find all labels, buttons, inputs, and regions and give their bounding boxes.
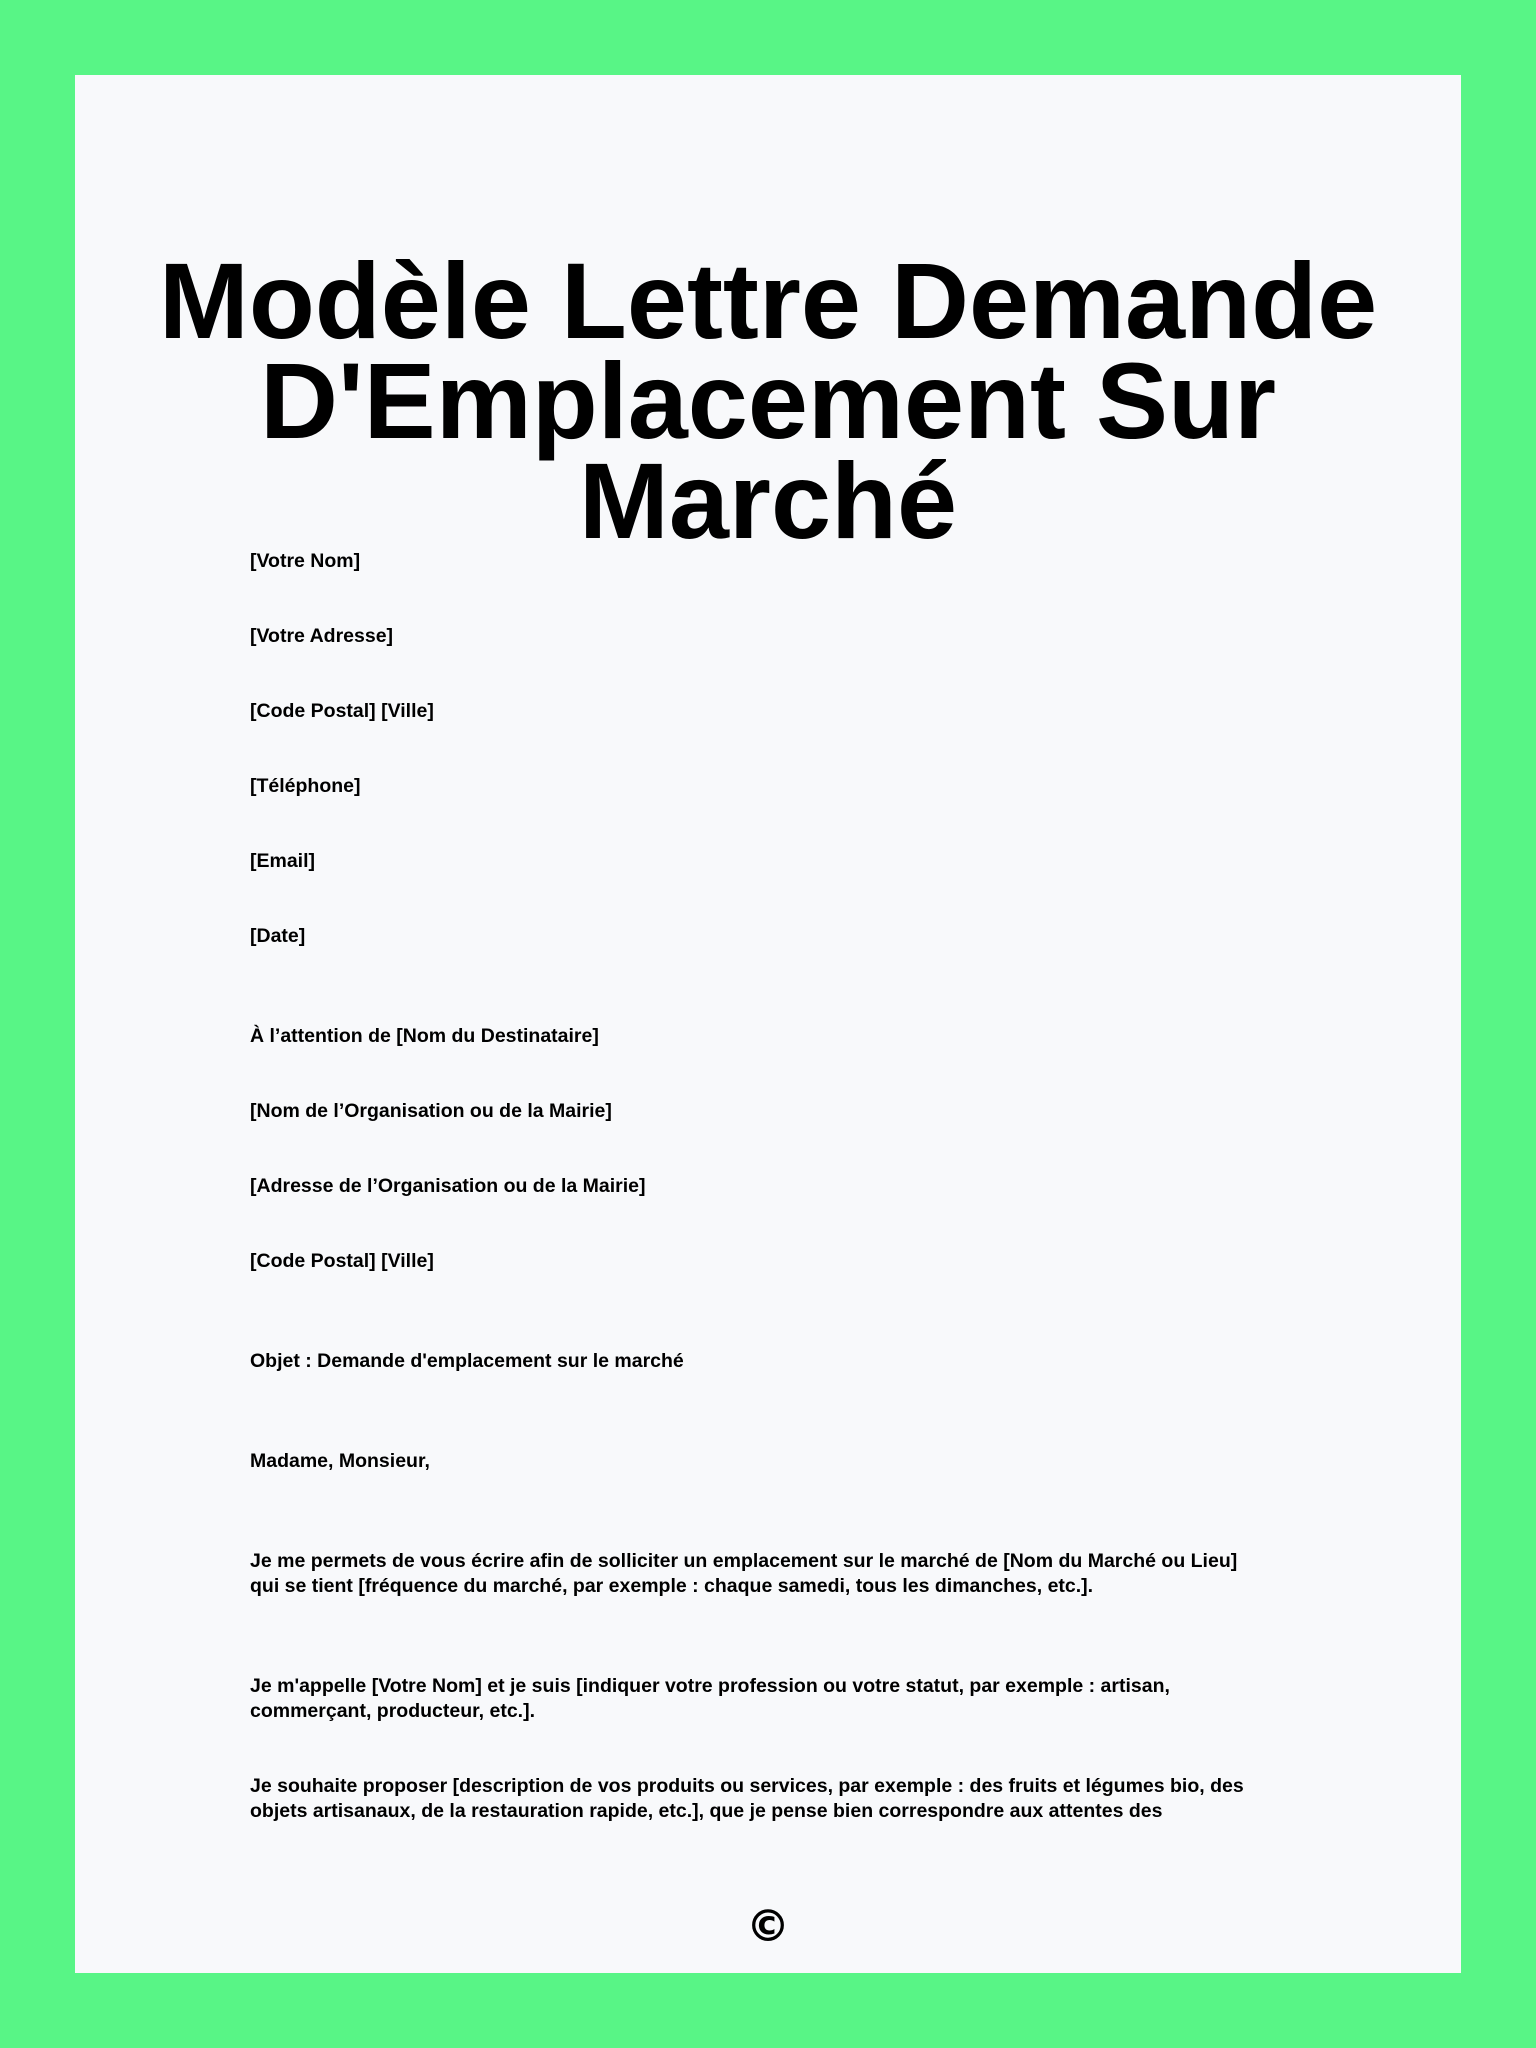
recipient-postal-city: [Code Postal] [Ville] — [250, 1250, 434, 1272]
sender-email: [Email] — [250, 850, 316, 872]
title-line-2: D'Emplacement Sur Marché — [260, 340, 1276, 561]
sender-address: [Votre Adresse] — [250, 625, 394, 647]
copyright-icon: © — [746, 1901, 790, 1952]
letter-page — [75, 75, 1461, 1973]
sender-name: [Votre Nom] — [250, 550, 361, 572]
recipient-address: [Adresse de l’Organisation ou de la Mairie] — [250, 1175, 646, 1197]
body-paragraph-1 — [250, 1549, 1350, 1599]
sender-postal-city: [Code Postal] [Ville] — [250, 700, 434, 722]
paragraph-line: Je me permets de vous écrire afin de solliciter un emplacement sur le marché de [Nom du Marché ou Lieu] — [250, 1550, 1238, 1572]
paragraph-line: Je souhaite proposer [description de vos produits ou services, par exemple : des fruits et légumes bio, des — [250, 1775, 1244, 1797]
recipient-attention: À l’attention de [Nom du Destinataire] — [250, 1025, 599, 1047]
letter-salutation: Madame, Monsieur, — [250, 1450, 430, 1472]
paragraph-line: qui se tient [fréquence du marché, par exemple : chaque samedi, tous les dimanches, etc.]. — [250, 1575, 1094, 1597]
sender-phone: [Téléphone] — [250, 775, 361, 797]
paragraph-line: objets artisanaux, de la restauration rapide, etc.], que je pense bien correspondre aux attentes des — [250, 1800, 1163, 1822]
paragraph-line: Je m'appelle [Votre Nom] et je suis [indiquer votre profession ou votre statut, par exemple : artisan, — [250, 1675, 1170, 1697]
recipient-organisation: [Nom de l’Organisation ou de la Mairie] — [250, 1100, 612, 1122]
paragraph-line: commerçant, producteur, etc.]. — [250, 1700, 535, 1722]
letter-date: [Date] — [250, 925, 306, 947]
letter-subject: Objet : Demande d'emplacement sur le marché — [250, 1350, 684, 1372]
title-line-1: Modèle Lettre Demande — [158, 240, 1378, 361]
body-paragraph-3 — [250, 1774, 1350, 1824]
body-paragraph-2 — [250, 1674, 1350, 1724]
